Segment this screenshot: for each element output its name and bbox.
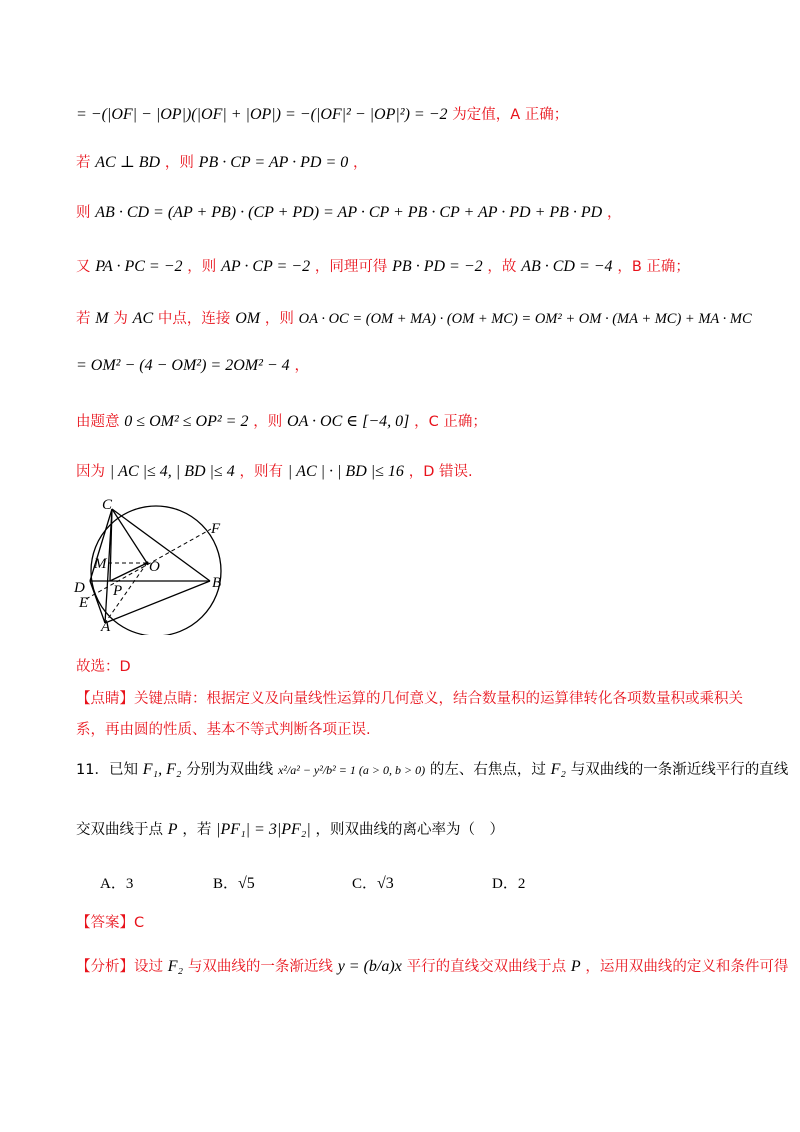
text: ，同理可得 [314,259,388,275]
math-expression: PB · PD = −2 [392,258,483,275]
math-expression: M [95,310,109,327]
text: ，运用双曲线的定义和条件可得 [585,959,789,975]
text: 若 [76,311,91,327]
line-2 [76,151,368,174]
label-M: M [94,556,107,572]
text: 若 [76,155,91,171]
tip-text: 关键点睛：根据定义及向量线性运算的几何意义，结合数量积的运算律转化各项数量积或乘积关 [134,691,743,707]
math-expression: OA · OC = (OM + MA) · (OM + MC) = OM² + OM · (MA + MC) + MA · MC [298,311,752,327]
option-b-label: B． [213,876,239,892]
label-B: B [212,575,222,591]
option-b-value: √5 [238,875,255,892]
tip-line-2: 系，再由圆的性质、基本不等式判断各项正误. [76,722,371,738]
math-expression: P [167,821,178,838]
tip-label: 【点睛】 [76,691,134,707]
text: 由题意 [76,414,120,430]
label-A: A [101,619,111,635]
text: 为 [113,311,128,327]
math-expression: PB · CP = AP · PD = 0 [198,154,349,171]
text: ，则 [264,311,294,327]
text: ，C 正确； [414,414,487,430]
text: ，则 [164,155,194,171]
tip-line-1 [76,688,743,710]
math-expression: x²/a² − y²/b² = 1 (a > 0, b > 0) [277,763,426,777]
math-expression: AP · CP = −2 [221,258,311,275]
text: 则 [76,205,91,221]
segment-AD [90,581,105,623]
analysis-label: 【分析】 [76,959,134,975]
segment-PO [110,563,147,581]
text: ，则双曲线的离心率为（ ） [315,822,505,838]
text: 设过 [134,959,163,975]
math-expression: AC ⊥ BD [95,154,161,171]
text: ，故 [487,259,517,275]
line-3 [76,201,622,224]
line-8 [76,460,473,483]
text: ，B 正确； [617,259,690,275]
choose-line: 故选：D [76,659,131,675]
text: 为定值，A 正确； [452,107,569,123]
text: 交双曲线于点 [76,822,163,838]
text: 平行的直线交双曲线于点 [406,959,567,975]
option-b [213,872,255,893]
math-expression: = OM² − (4 − OM²) = 2OM² − 4 [76,357,290,374]
text: 与双曲线的一条渐近线平行的直线 [570,762,789,778]
text: ，则有 [239,464,283,480]
option-d: D．2 [492,876,526,892]
answer-line: 【答案】C [76,915,145,931]
analysis-line [76,955,788,978]
text: ，D 错误. [408,464,473,480]
text: 中点，连接 [157,311,231,327]
text: 又 [76,259,91,275]
text: ， [607,205,622,221]
math-expression: OA · OC ∈ [−4, 0] [287,413,410,430]
label-D: D [74,580,85,596]
line-1 [76,103,568,126]
math-expression: 0 ≤ OM² ≤ OP² = 2 [124,413,249,430]
math-expression: AB · CD = (AP + PB) · (CP + PD) = AP · CP + PB · CP + AP · PD + PB · PD [95,204,603,221]
text: ，则 [187,259,217,275]
text: ， [294,358,309,374]
label-F: F [211,521,221,537]
label-E: E [79,595,89,611]
label-O: O [149,559,160,575]
math-expression: P [570,958,581,975]
text: 11．已知 [76,762,138,778]
option-c-value: √3 [377,875,394,892]
line-7 [76,410,487,433]
math-expression: y = (b/a)x [337,958,402,975]
math-expression: PA · PC = −2 [95,258,183,275]
label-C: C [102,497,113,513]
circle-geometry-figure [72,495,232,635]
line-6 [76,354,309,377]
math-expression: AC [132,310,154,327]
line-4 [76,255,690,278]
text: 分别为双曲线 [186,762,274,778]
math-expression: F₂ [550,761,566,778]
label-P: P [113,583,123,599]
text: ，则 [253,414,283,430]
text: 因为 [76,464,105,480]
segment-CO [112,509,147,563]
math-expression: | AC |≤ 4, | BD |≤ 4 [109,463,235,480]
text: ，若 [182,822,212,838]
math-expression: | AC | · | BD |≤ 16 [287,463,404,480]
math-expression: |PF₁| = 3|PF₂| [216,821,311,838]
math-expression: AB · CD = −4 [521,258,613,275]
option-c-label: C． [352,876,378,892]
option-a: A．3 [100,876,134,892]
question-11-line-2 [76,818,504,841]
line-5 [76,307,752,330]
math-expression: = −(|OF| − |OP|)(|OF| + |OP|) = −(|OF|² − |OP|²) = −2 [76,106,448,123]
question-11-line-1 [76,758,788,781]
text: 的左、右焦点，过 [429,762,546,778]
text: ， [353,155,368,171]
text: 与双曲线的一条渐近线 [187,959,333,975]
math-expression: OM [235,310,261,327]
math-expression: F₁, F₂ [142,761,182,778]
option-c [352,872,394,893]
math-expression: F₂ [167,958,184,975]
